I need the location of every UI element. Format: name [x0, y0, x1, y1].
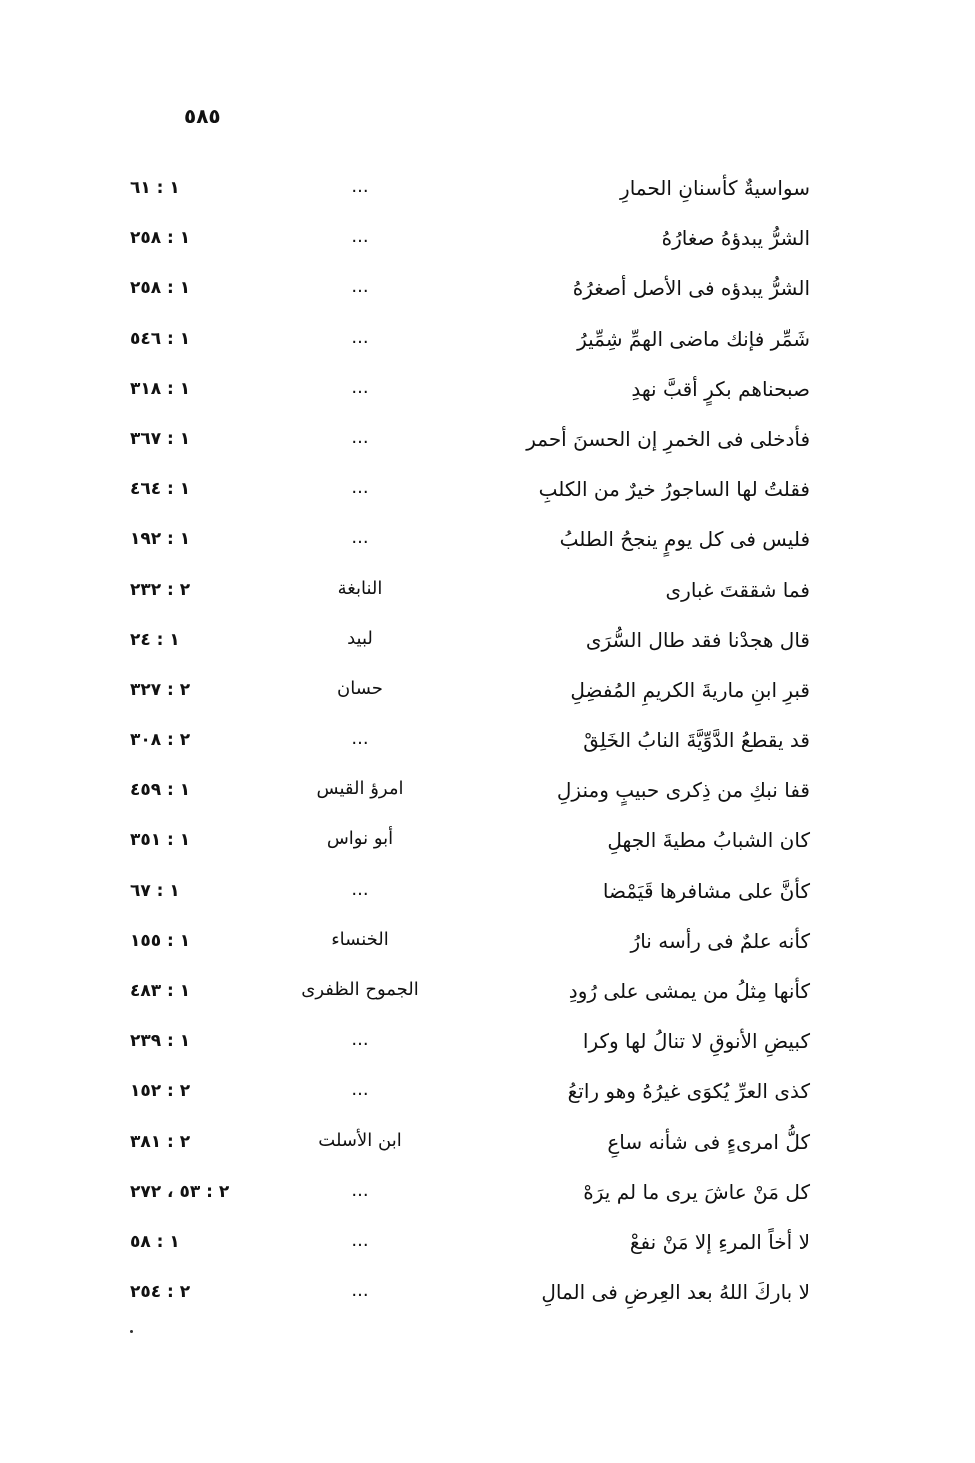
poet-name: ... — [351, 1179, 369, 1201]
verse-text: فما شققتَ غبارى — [665, 577, 810, 602]
verse-text: قبرِ ابنِ ماريةَ الكريمِ المُفضِلِ — [570, 677, 810, 702]
volume-page-reference: ١ : ١٩٢ — [130, 529, 191, 550]
index-row — [120, 1071, 820, 1121]
index-row — [120, 419, 820, 469]
volume-page-reference: ١ : ٤٥٩ — [130, 780, 191, 801]
poet-name: حسان — [337, 677, 383, 699]
volume-page-reference: ١ : ٢٤ — [130, 629, 180, 650]
volume-page-reference: ١ : ٦١ — [130, 178, 180, 198]
poet-name: الجموح الظفرى — [301, 979, 419, 1000]
poet-name: ... — [351, 477, 369, 499]
volume-page-reference: ١ : ٢٥٨ — [130, 228, 191, 249]
volume-page-reference: ٢ : ٥٣ ، ٢٧٢ — [130, 1181, 230, 1202]
volume-page-reference: ١ : ١٥٥ — [130, 930, 191, 951]
index-row — [120, 620, 820, 670]
verse-text: شَمِّر فإنك ماضى الهمِّ شِمِّيرُ — [577, 326, 810, 351]
poet-name: ابن الأسلت — [318, 1129, 402, 1151]
index-row — [120, 820, 820, 870]
page-number: ٥٨٥ — [184, 104, 221, 128]
verse-text: كبيضِ الأنوقِ لا تنالُ لها وكرا — [582, 1029, 810, 1054]
poet-name: ... — [351, 1280, 369, 1302]
poet-name: ... — [351, 376, 369, 398]
verse-text: كل مَنْ عاشَ يرى ما لم يرَهْ — [583, 1179, 810, 1204]
verse-text: قفا نبكِ من ذِكرى حبيبٍ ومنزلِ — [556, 778, 810, 803]
index-row — [120, 218, 820, 268]
volume-page-reference: ١ : ٤٦٤ — [130, 479, 191, 500]
volume-page-reference: ١ : ٤٨٣ — [130, 981, 191, 1001]
index-row — [120, 319, 820, 369]
volume-page-reference: ٢ : ١٥٢ — [130, 1081, 191, 1102]
verse-text: قد يقطعُ الدَّوِّيَّةَ النابُ الخَلِقْ — [583, 728, 810, 753]
verse-text: كأنها مِثلُ من يمشى على رُودِ — [568, 979, 810, 1003]
index-row — [120, 1021, 820, 1071]
index-row — [120, 268, 820, 318]
volume-page-reference: ١ : ٣٥١ — [130, 830, 191, 851]
poet-name: ... — [351, 878, 369, 900]
verse-text: فأدخلى فى الخمرِ إن الحسنَ أحمر — [526, 426, 810, 451]
index-row — [120, 1272, 820, 1322]
volume-page-reference: ٢ : ٢٥٤ — [130, 1282, 191, 1303]
verse-text: كلُّ امرىءٍ فى شأنه ساعِ — [607, 1129, 810, 1154]
poet-name: ... — [351, 728, 369, 750]
index-row — [120, 168, 820, 218]
index-row — [120, 670, 820, 720]
poet-name: الخنساء — [331, 928, 389, 950]
verse-text: الشرُّ يبدؤهُ صغارُهُ — [661, 226, 810, 251]
verse-text: كأنه علمٌ فى رأسه نارُ — [630, 928, 810, 953]
poet-name: ... — [351, 326, 369, 348]
poet-name: ... — [351, 1029, 369, 1051]
volume-page-reference: ١ : ٦٧ — [130, 880, 180, 901]
verse-text: كان الشبابُ مطيةَ الجهلِ — [607, 828, 810, 853]
index-row — [120, 519, 820, 569]
index-row — [120, 1222, 820, 1272]
index-row — [120, 720, 820, 770]
poet-name: امرؤ القيس — [316, 778, 404, 800]
volume-page-reference: ١ : ٥٨ — [130, 1231, 180, 1252]
volume-page-reference: ١ : ٣٦٧ — [130, 428, 191, 449]
verse-text: صبحناهم بكرٍ أقبَّ نهدِ — [631, 376, 810, 401]
poet-name: ... — [351, 276, 369, 298]
volume-page-reference: ١ : ٥٤٦ — [130, 328, 191, 349]
verse-text: لا أخاً المرءِ إلا مَنْ نفعْ — [629, 1229, 810, 1254]
volume-page-reference: ٢ : ٢٣٢ — [130, 579, 191, 600]
index-row — [120, 770, 820, 820]
verse-index-list — [120, 168, 820, 1322]
poet-name: لبيد — [347, 627, 373, 649]
poet-name: ... — [351, 426, 369, 448]
volume-page-reference: ١ : ٢٥٨ — [130, 278, 191, 299]
verse-text: كذى العرِّ يُكوَى غيرُهُ وهو راتعُ — [567, 1079, 810, 1104]
index-row — [120, 921, 820, 971]
index-row — [120, 469, 820, 519]
volume-page-reference: ٢ : ٣٢٧ — [130, 679, 191, 700]
volume-page-reference: ٢ : ٣٨١ — [130, 1131, 191, 1152]
verse-text: فقلتُ لها الساجورُ خيرٌ من الكلبِ — [538, 477, 810, 502]
poet-name: أبو نواس — [326, 828, 394, 850]
index-row — [120, 369, 820, 419]
verse-text: كأنَّ على مشافرها قَيَمْضا — [602, 878, 810, 903]
verse-text: سواسيةٌ كأسنانِ الحمارِ — [620, 176, 810, 200]
verse-text: قال هجدْنا فقد طال السُّرَى — [585, 627, 810, 652]
poet-name: النابغة — [337, 577, 383, 599]
index-row — [120, 971, 820, 1021]
verse-text: لا باركَ اللهُ بعد العِرضِ فى المالِ — [541, 1280, 810, 1305]
index-row — [120, 1172, 820, 1222]
volume-page-reference: ١ : ٣١٨ — [130, 378, 191, 399]
poet-name: ... — [351, 1079, 369, 1101]
poet-name: ... — [351, 1229, 369, 1251]
verse-text: الشرُّ يبدؤه فى الأصل أصغرُهُ — [572, 276, 810, 301]
volume-page-reference: ١ : ٢٣٩ — [130, 1031, 191, 1052]
index-row — [120, 1122, 820, 1172]
index-row — [120, 570, 820, 620]
poet-name: ... — [351, 527, 369, 549]
verse-text: فليس فى كل يومٍ ينجحُ الطلبُ — [559, 527, 810, 552]
volume-page-reference: ٢ : ٣٠٨ — [130, 730, 191, 751]
stray-mark — [130, 1330, 133, 1333]
index-row — [120, 871, 820, 921]
poet-name: ... — [351, 176, 369, 197]
poet-name: ... — [351, 226, 369, 248]
